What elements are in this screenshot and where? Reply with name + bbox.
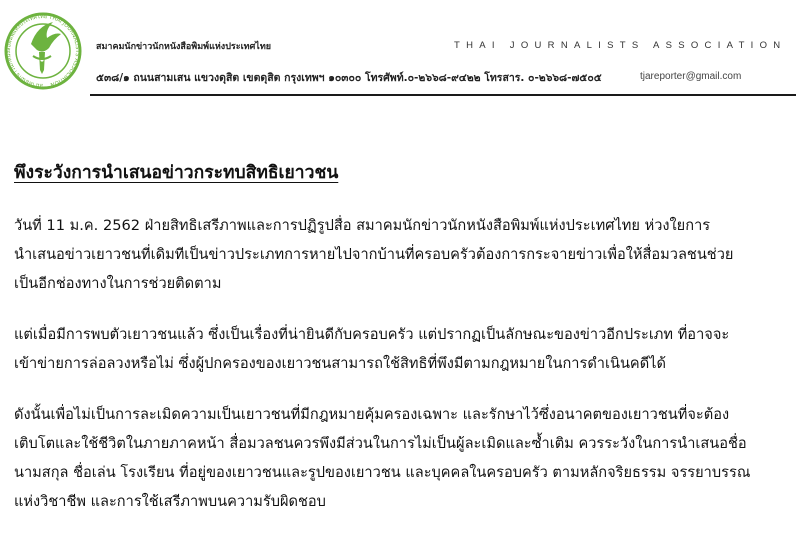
paragraph-line: วันที่ 11 ม.ค. 2562 ฝ่ายสิทธิเสรีภาพและการปฏิรูปสื่อ สมาคมนักข่าวนักหนังสือพิมพ์แห่งประเทศไทย ห่วงใยการ [14,217,711,234]
paragraph-line: เป็นอีกช่องทางในการช่วยติดตาม [14,275,222,292]
paragraph-line: แต่เมื่อมีการพบตัวเยาวชนแล้ว ซึ่งเป็นเรื่องที่น่ายินดีกับครอบครัว แต่ปรากฏเป็นลักษณะของข่าวอีกประเภท ที่อาจจะ [14,326,730,343]
association-logo [4,4,82,94]
letterhead-divider [90,94,796,96]
org-email: tjareporter@gmail.com [640,71,742,82]
paragraph-line: แห่งวิชาชีพ และการใช้เสรีภาพบนความรับผิดชอบ [14,493,326,510]
org-name-english: THAI JOURNALISTS ASSOCIATION [454,40,787,51]
paragraph-line: เข้าข่ายการล่อลวงหรือไม่ ซึ่งผู้ปกครองของเยาวชนสามารถใช้สิทธิที่พึงมีตามกฎหมายในการดำเนินคดีได้ [14,355,666,372]
paragraph-found [14,320,800,378]
paragraph-intro [14,211,800,298]
paragraph-line: นามสกุล ชื่อเล่น โรงเรียน ที่อยู่ของเยาวชนและรูปของเยาวชน และบุคคลในครอบครัว ตามหลักจริยธรรม จรรยาบรรณ [14,464,751,481]
paragraph-line: นำเสนอข่าวเยาวชนที่เดิมทีเป็นข่าวประเภทการหายไปจากบ้านที่ครอบครัวต้องการกระจายข่าวเพื่อให้สื่อมวลชนช่วย [14,246,734,263]
org-address: ๕๓๘/๑ ถนนสามเสน แขวงดุสิต เขตดุสิต กรุงเทพฯ ๑๐๓๐๐ โทรศัพท์.๐-๒๖๖๘-๙๔๒๒ โทรสาร. ๐-๒๖๖๘-๗๕๐๕ [96,72,602,84]
paragraph-line: ดังนั้นเพื่อไม่เป็นการละเมิดความเป็นเยาวชนที่มีกฎหมายคุ้มครองเฉพาะ และรักษาไว้ซึ่งอนาคตของเยาวชนที่จะต้อง [14,406,730,423]
document-title: พึงระวังการนำเสนอข่าวกระทบสิทธิเยาวชน [14,163,339,183]
letterhead [0,0,800,100]
logo-ring-text: สมาคมนักข่าวนักหนังสือพิมพ์แห่งประเทศไทย THAI JOURNALISTS ASSOCIATION [6,13,81,89]
org-name-thai: สมาคมนักข่าวนักหนังสือพิมพ์แห่งประเทศไทย [96,42,272,52]
paragraph-line: เติบโตและใช้ชีวิตในภายภาคหน้า สื่อมวลชนควรพึงมีส่วนในการไม่เป็นผู้ละเมิดและซ้ำเติม ควรระวังในการนำเสนอชื่อ [14,435,747,452]
paragraph-guidance [14,400,800,516]
